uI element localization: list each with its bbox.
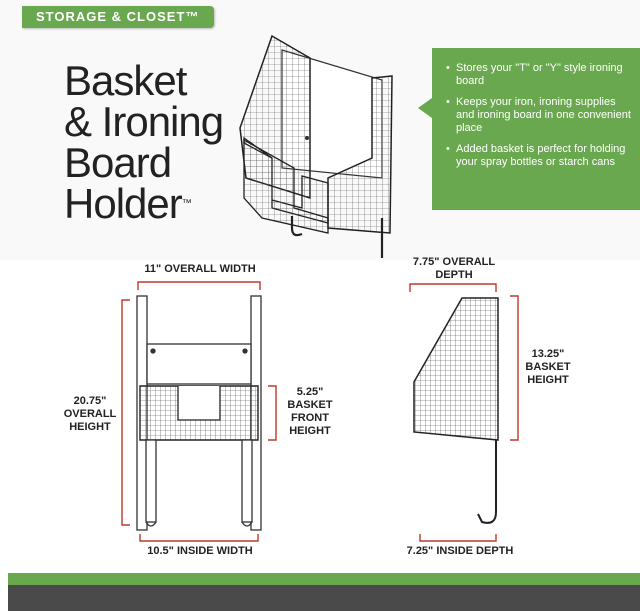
overall-depth-value: 7.75" OVERALL [412, 256, 496, 268]
footer-accent-bar [8, 573, 640, 585]
overall-width-label: 11" OVERALL WIDTH [144, 263, 256, 275]
basket-front-height-word-2: FRONT [291, 412, 329, 424]
product-perspective-illustration [232, 28, 412, 258]
basket-height-value: 13.25" [531, 348, 565, 360]
feature-item-2: • Keeps your iron, ironing supplies and ironing board in one convenient place [446, 96, 636, 135]
category-badge [22, 6, 214, 28]
title-line-3: Board [64, 139, 172, 186]
overall-depth-label [400, 256, 508, 282]
basket-front-height-label [282, 386, 338, 438]
feature-item-1: • Stores your "T" or "Y" style ironing board [446, 62, 636, 88]
feature-list [446, 62, 636, 177]
feature-callout [418, 48, 640, 210]
basket-height-label [520, 348, 576, 387]
overall-height-word-2: HEIGHT [69, 421, 111, 433]
inside-depth-label: 7.25" INSIDE DEPTH [406, 545, 514, 557]
feature-item-3: • Added basket is perfect for holding your spray bottles or starch cans [446, 143, 636, 169]
overall-height-word-1: OVERALL [63, 408, 117, 420]
overall-height-label [62, 395, 118, 434]
inside-width-label: 10.5" INSIDE WIDTH [147, 545, 253, 557]
category-badge-label: STORAGE & CLOSET™ [36, 9, 200, 24]
title-line-2: & Ironing [64, 98, 224, 145]
trademark-symbol: ™ [181, 198, 192, 209]
basket-height-word-2: HEIGHT [527, 374, 569, 386]
overall-height-value: 20.75" [73, 395, 107, 407]
footer-dark-bar [8, 585, 640, 611]
basket-front-height-value: 5.25" [296, 386, 324, 398]
title-line-4 [64, 180, 223, 227]
title-line-1: Basket [64, 57, 187, 104]
title-line-4-text: Holder [64, 180, 182, 227]
overall-depth-word: DEPTH [435, 269, 473, 281]
basket-front-height-word-3: HEIGHT [289, 425, 331, 437]
basket-height-word-1: BASKET [525, 361, 571, 373]
basket-front-height-word-1: BASKET [287, 399, 333, 411]
product-title [64, 57, 224, 227]
